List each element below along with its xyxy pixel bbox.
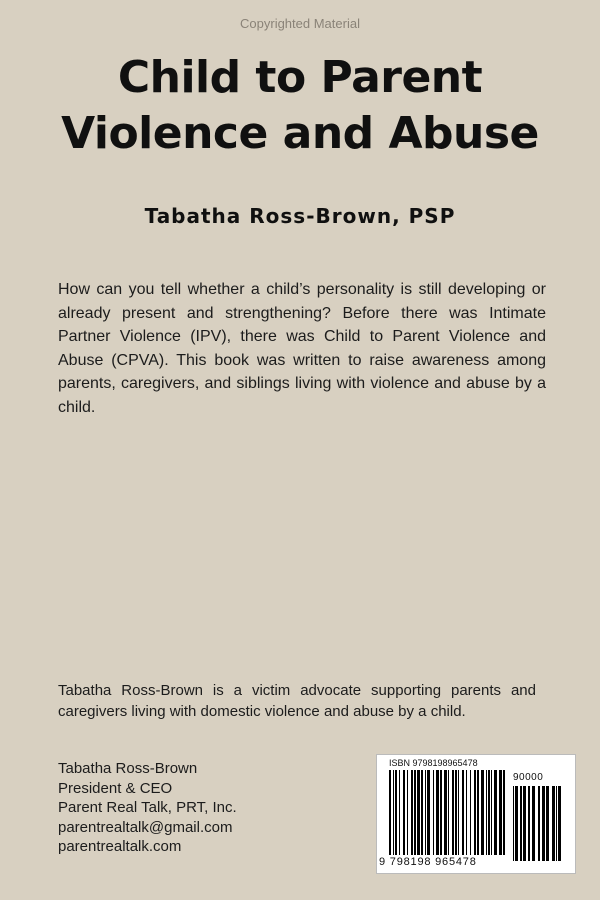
isbn-label: ISBN 9798198965478 xyxy=(389,758,478,768)
barcode-bar xyxy=(395,770,397,855)
barcode-bar xyxy=(520,786,522,861)
main-barcode-bars xyxy=(389,770,505,855)
price-addon-bars xyxy=(513,786,561,861)
barcode-bar xyxy=(528,786,530,861)
barcode-bar xyxy=(414,770,416,855)
isbn-digits: 9 798198 965478 xyxy=(379,856,477,868)
barcode-bar xyxy=(538,786,540,861)
book-description: How can you tell whether a child’s personality is still developing or already present and strengthening? Before there was Intimate Partner Violence (IPV), there was Child to Parent Violence and Abuse (CPVA). This book was written to raise awareness among parents, caregivers, and siblings living with violence and abuse by a child. xyxy=(58,281,546,416)
barcode-bar xyxy=(407,770,408,855)
contact-website: parentrealtalk.com xyxy=(58,838,182,855)
barcode-bar xyxy=(455,770,457,855)
contact-email: parentrealtalk@gmail.com xyxy=(58,818,233,836)
contact-name: Tabatha Ross-Brown xyxy=(58,760,198,777)
author-name: Tabatha Ross-Brown, PSP xyxy=(144,204,456,228)
barcode-bar xyxy=(421,770,423,855)
barcode-bar xyxy=(436,770,439,855)
barcode-bar xyxy=(403,770,405,855)
barcode-bar xyxy=(389,770,391,855)
barcode-bar xyxy=(556,786,557,861)
barcode-bar xyxy=(542,786,545,861)
barcode-bar xyxy=(481,770,484,855)
barcode-bar xyxy=(558,786,561,861)
barcode-bar xyxy=(491,770,492,855)
barcode-bar xyxy=(440,770,442,855)
barcode-bar xyxy=(532,786,535,861)
barcode-bar xyxy=(444,770,447,855)
barcode-bar xyxy=(466,770,467,855)
barcode-bar xyxy=(486,770,487,855)
price-code: 90000 xyxy=(513,772,544,783)
barcode-bar xyxy=(470,770,471,855)
barcode-bar xyxy=(433,770,434,855)
barcode-bar xyxy=(513,786,514,861)
barcode-bar xyxy=(477,770,479,855)
barcode-bar xyxy=(411,770,413,855)
title-line-2: Violence and Abuse xyxy=(61,108,539,159)
book-title xyxy=(0,50,600,162)
barcode-bar xyxy=(448,770,449,855)
contact-company: Parent Real Talk, PRT, Inc. xyxy=(58,799,237,816)
barcode-bar xyxy=(399,770,400,855)
barcode-bar xyxy=(499,770,502,855)
barcode-bar xyxy=(494,770,497,855)
barcode-bar xyxy=(462,770,464,855)
title-line-1: Child to Parent xyxy=(117,52,483,103)
barcode-bar xyxy=(458,770,459,855)
contact-role: President & CEO xyxy=(58,779,173,797)
barcode-bar xyxy=(515,786,518,861)
contact-block xyxy=(58,759,237,857)
barcode-bar xyxy=(452,770,454,855)
barcode-bar xyxy=(523,786,526,861)
barcode-bar xyxy=(552,786,555,861)
barcode-bar xyxy=(417,770,420,855)
barcode-bar xyxy=(427,770,430,855)
copyright-watermark-top: Copyrighted Material xyxy=(240,16,360,31)
barcode-bar xyxy=(474,770,476,855)
barcode-bar xyxy=(425,770,426,855)
author-bio: Tabatha Ross-Brown is a victim advocate supporting parents and caregivers living with domestic violence and abuse by a child. xyxy=(58,682,536,720)
barcode-bar xyxy=(393,770,394,855)
barcode-bar xyxy=(488,770,490,855)
barcode-bar xyxy=(546,786,549,861)
barcode-bar xyxy=(503,770,505,855)
isbn-barcode xyxy=(376,754,576,874)
